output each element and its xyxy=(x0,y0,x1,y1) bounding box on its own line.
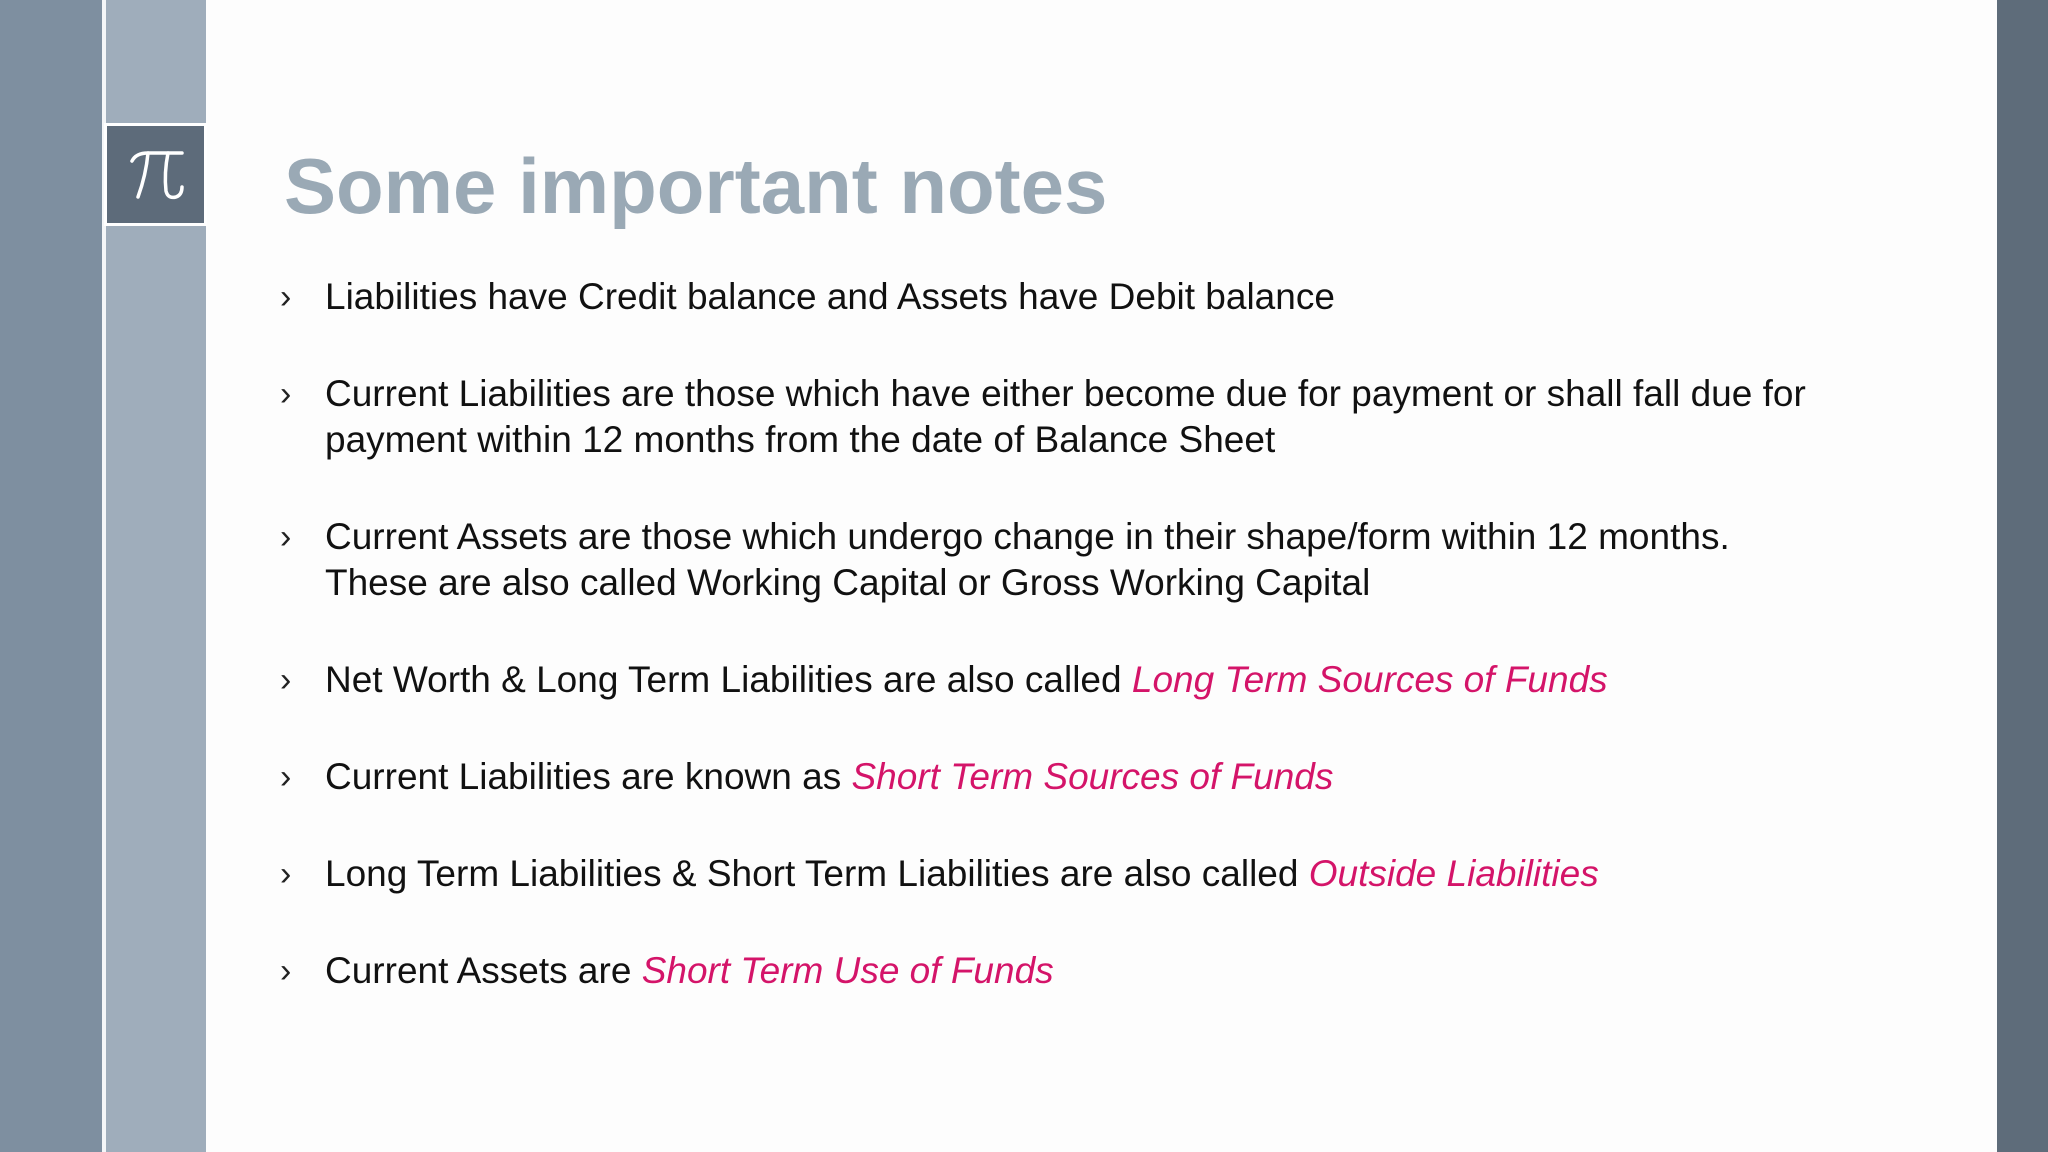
bullet-marker: › xyxy=(280,758,292,796)
bullet-item xyxy=(280,657,1980,703)
bullet-text-continued: payment within 12 months from the date of Balance Sheet xyxy=(325,419,1276,460)
bullet-line xyxy=(325,754,1980,800)
bullet-text: Current Assets are xyxy=(325,950,642,991)
bullet-marker: › xyxy=(280,952,292,990)
bullet-item xyxy=(280,754,1980,800)
highlight-term: Outside Liabilities xyxy=(1308,853,1599,894)
bullet-marker: › xyxy=(280,855,292,893)
slide-title: Some important notes xyxy=(284,142,1108,230)
highlight-term: Short Term Use of Funds xyxy=(641,950,1054,991)
bullet-marker: › xyxy=(280,278,292,316)
bullet-item xyxy=(280,514,1980,606)
bullet-line xyxy=(325,851,1980,897)
bullet-text: Net Worth & Long Term Liabilities are also called xyxy=(325,659,1132,700)
bullet-marker: › xyxy=(280,518,292,556)
pi-logo xyxy=(104,123,207,226)
bullet-text: Liabilities have Credit balance and Assets have Debit balance xyxy=(325,276,1335,317)
highlight-term: Long Term Sources of Funds xyxy=(1131,659,1608,700)
bullet-line xyxy=(325,657,1980,703)
bullet-text-continued: These are also called Working Capital or Gross Working Capital xyxy=(325,562,1371,603)
bullet-text: Current Liabilities are known as xyxy=(325,756,852,797)
left-decorative-band xyxy=(0,0,102,1152)
bullet-text: Long Term Liabilities & Short Term Liabilities are also called xyxy=(325,853,1309,894)
bullet-item xyxy=(280,948,1980,994)
bullet-marker: › xyxy=(280,375,292,413)
notes-list xyxy=(280,274,1980,994)
bullet-text: Current Liabilities are those which have either become due for payment or shall fall due for xyxy=(325,373,1806,414)
bullet-item xyxy=(280,851,1980,897)
bullet-item xyxy=(280,274,1980,320)
right-decorative-band xyxy=(1997,0,2048,1152)
pi-icon xyxy=(124,143,188,207)
bullet-line xyxy=(325,948,1980,994)
bullet-item xyxy=(280,371,1980,463)
bullet-marker: › xyxy=(280,661,292,699)
highlight-term: Short Term Sources of Funds xyxy=(851,756,1334,797)
bullet-text: Current Assets are those which undergo change in their shape/form within 12 months. xyxy=(325,516,1730,557)
